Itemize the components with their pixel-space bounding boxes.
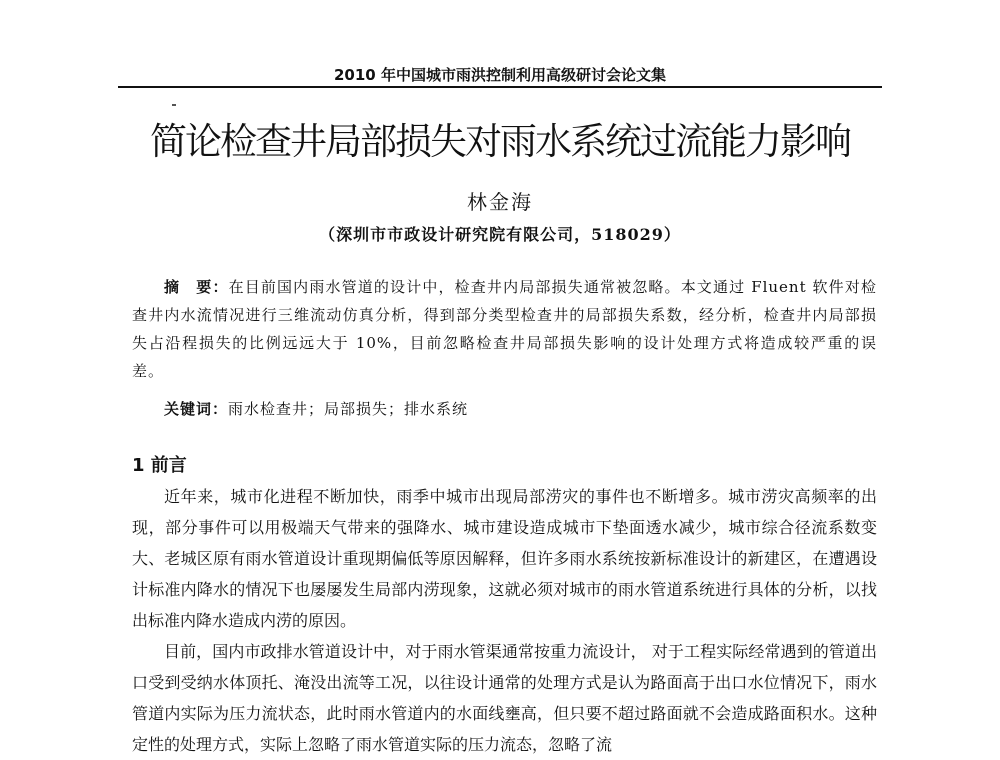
header-rule [118, 86, 882, 88]
keywords [164, 398, 864, 419]
paper-title: 简论检查井局部损失对雨水系统过流能力影响 [150, 120, 850, 163]
paper-author: 林金海 [467, 190, 533, 214]
body-paragraph: 目前，国内市政排水管道设计中，对于雨水管渠通常按重力流设计， 对于工程实际经常遇到的管道出口受到受纳水体顶托、淹没出流等工况，以往设计通常的处理方式是认为路面高于出口水位情况下，雨水管道内实际为压力流状态，此时雨水管道内的水面线壅高，但只要不超过路面就不会造成路面积水。这种定性的处理方式，实际上忽略了雨水管道实际的压力流态，忽略了流 [132, 642, 877, 754]
abstract-text: 在目前国内雨水管道的设计中，检查井内局部损失通常被忽略。本文通过 Fluent 软件对检查井内水流情况进行三维流动仿真分析，得到部分类型检查井的局部损失系数，经分析，检查井内局部损失占沿程损失的比例远远大于 10%，目前忽略检查井局部损失影响的设计处理方式将造成较严重的误差。 [132, 278, 877, 380]
section-body [132, 481, 877, 760]
keywords-text: 雨水检查井；局部损失；排水系统 [228, 400, 469, 418]
section-heading: 1 前言 [132, 455, 187, 476]
paper-affiliation: （深圳市市政设计研究院有限公司，518029） [319, 225, 681, 244]
body-paragraph: 近年来，城市化进程不断加快，雨季中城市出现局部涝灾的事件也不断增多。城市涝灾高频率的出现，部分事件可以用极端天气带来的强降水、城市建设造成城市下垫面透水减少，城市综合径流系数变大、老城区原有雨水管道设计重现期偏低等原因解释，但许多雨水系统按新标准设计的新建区，在遭遇设计标准内降水的情况下也屡屡发生局部内涝现象，这就必须对城市的雨水管道系统进行具体的分析，以找出标准内降水造成内涝的原因。 [132, 487, 877, 630]
running-header: 2010 年中国城市雨洪控制利用高级研讨会论文集 [334, 66, 666, 84]
scan-artifact [172, 104, 176, 106]
abstract [132, 273, 877, 385]
keywords-label: 关键词： [164, 400, 229, 418]
abstract-label: 摘 要： [164, 278, 229, 296]
